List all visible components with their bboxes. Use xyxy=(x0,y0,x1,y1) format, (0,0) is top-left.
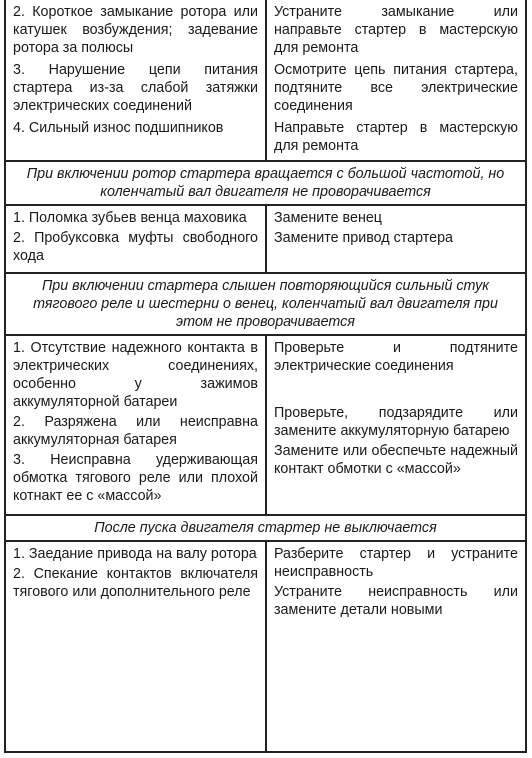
remedy-item: Осмотрите цепь питания стартера, подтяните все электрические соединения xyxy=(274,62,518,114)
remedies-cell xyxy=(267,542,525,751)
remedy-item: Разберите стартер и устраните неисправность xyxy=(274,546,518,580)
causes-cell xyxy=(6,0,267,160)
section-heading-row xyxy=(6,160,525,204)
cause-item: 2. Пробуксовка муфты свободного хода xyxy=(13,230,258,264)
remedy-item: Направьте стартер в мастерскую для ремонта xyxy=(274,120,518,154)
remedy-item: Устраните неисправность или замените детали новыми xyxy=(274,584,518,618)
cause-item: 3. Неисправна удерживающая обмотка тягового реле или плохой котнакт ее с «массой» xyxy=(13,452,258,504)
table-row xyxy=(6,0,525,160)
causes-cell xyxy=(6,336,267,514)
cause-item: 1. Отсутствие надежного контакта в электрических соединениях, особенно у зажимов аккумуляторной батареи xyxy=(13,340,258,410)
cause-item: 4. Сильный износ подшипников xyxy=(13,120,224,136)
section-heading: После пуска двигателя стартер не выключается xyxy=(94,520,437,536)
remedy-item: Устраните замыкание или направьте стартер в мастерскую для ремонта xyxy=(274,4,518,56)
table-row xyxy=(6,334,525,514)
remedies-cell xyxy=(267,206,525,272)
remedies-cell xyxy=(267,0,525,160)
table-row xyxy=(6,204,525,272)
remedies-cell xyxy=(267,336,525,514)
section-heading-row xyxy=(6,272,525,334)
section-heading: При включении ротор стартера вращается с большой частотой, но коленчатый вал двигателя не проворачивается xyxy=(26,166,505,200)
cause-item: 1. Поломка зубьев венца маховика xyxy=(13,210,247,226)
remedy-item: Проверьте и подтяните электрические соединения xyxy=(274,340,518,374)
cause-item: 1. Заедание привода на валу ротора xyxy=(13,546,257,562)
fault-table xyxy=(4,0,527,753)
remedy-item: Проверьте, подзарядите или замените аккумуляторную батарею xyxy=(274,405,518,439)
section-heading-row xyxy=(6,514,525,540)
causes-cell xyxy=(6,206,267,272)
cause-item: 3. Нарушение цепи питания стартера из-за слабой затяжки электрических соединений xyxy=(13,62,258,114)
cause-item: 2. Разряжена или неисправна аккумуляторная батарея xyxy=(13,414,258,448)
remedy-item: Замените венец xyxy=(274,210,382,226)
remedy-item: Замените привод стартера xyxy=(274,230,453,246)
causes-cell xyxy=(6,542,267,751)
remedy-item: Замените или обеспечьте надежный контакт обмотки с «массой» xyxy=(274,443,518,477)
section-heading: При включении стартера слышен повторяющийся сильный стук тягового реле и шестерни о венец, коленчатый вал двигателя при этом не проворачивается xyxy=(33,278,498,330)
cause-item: 2. Спекание контактов включателя тягового или дополнительного реле xyxy=(13,566,258,600)
table-row xyxy=(6,540,525,751)
cause-item: 2. Короткое замыкание ротора или катушек возбуждения; задевание ротора за полюсы xyxy=(13,4,258,56)
